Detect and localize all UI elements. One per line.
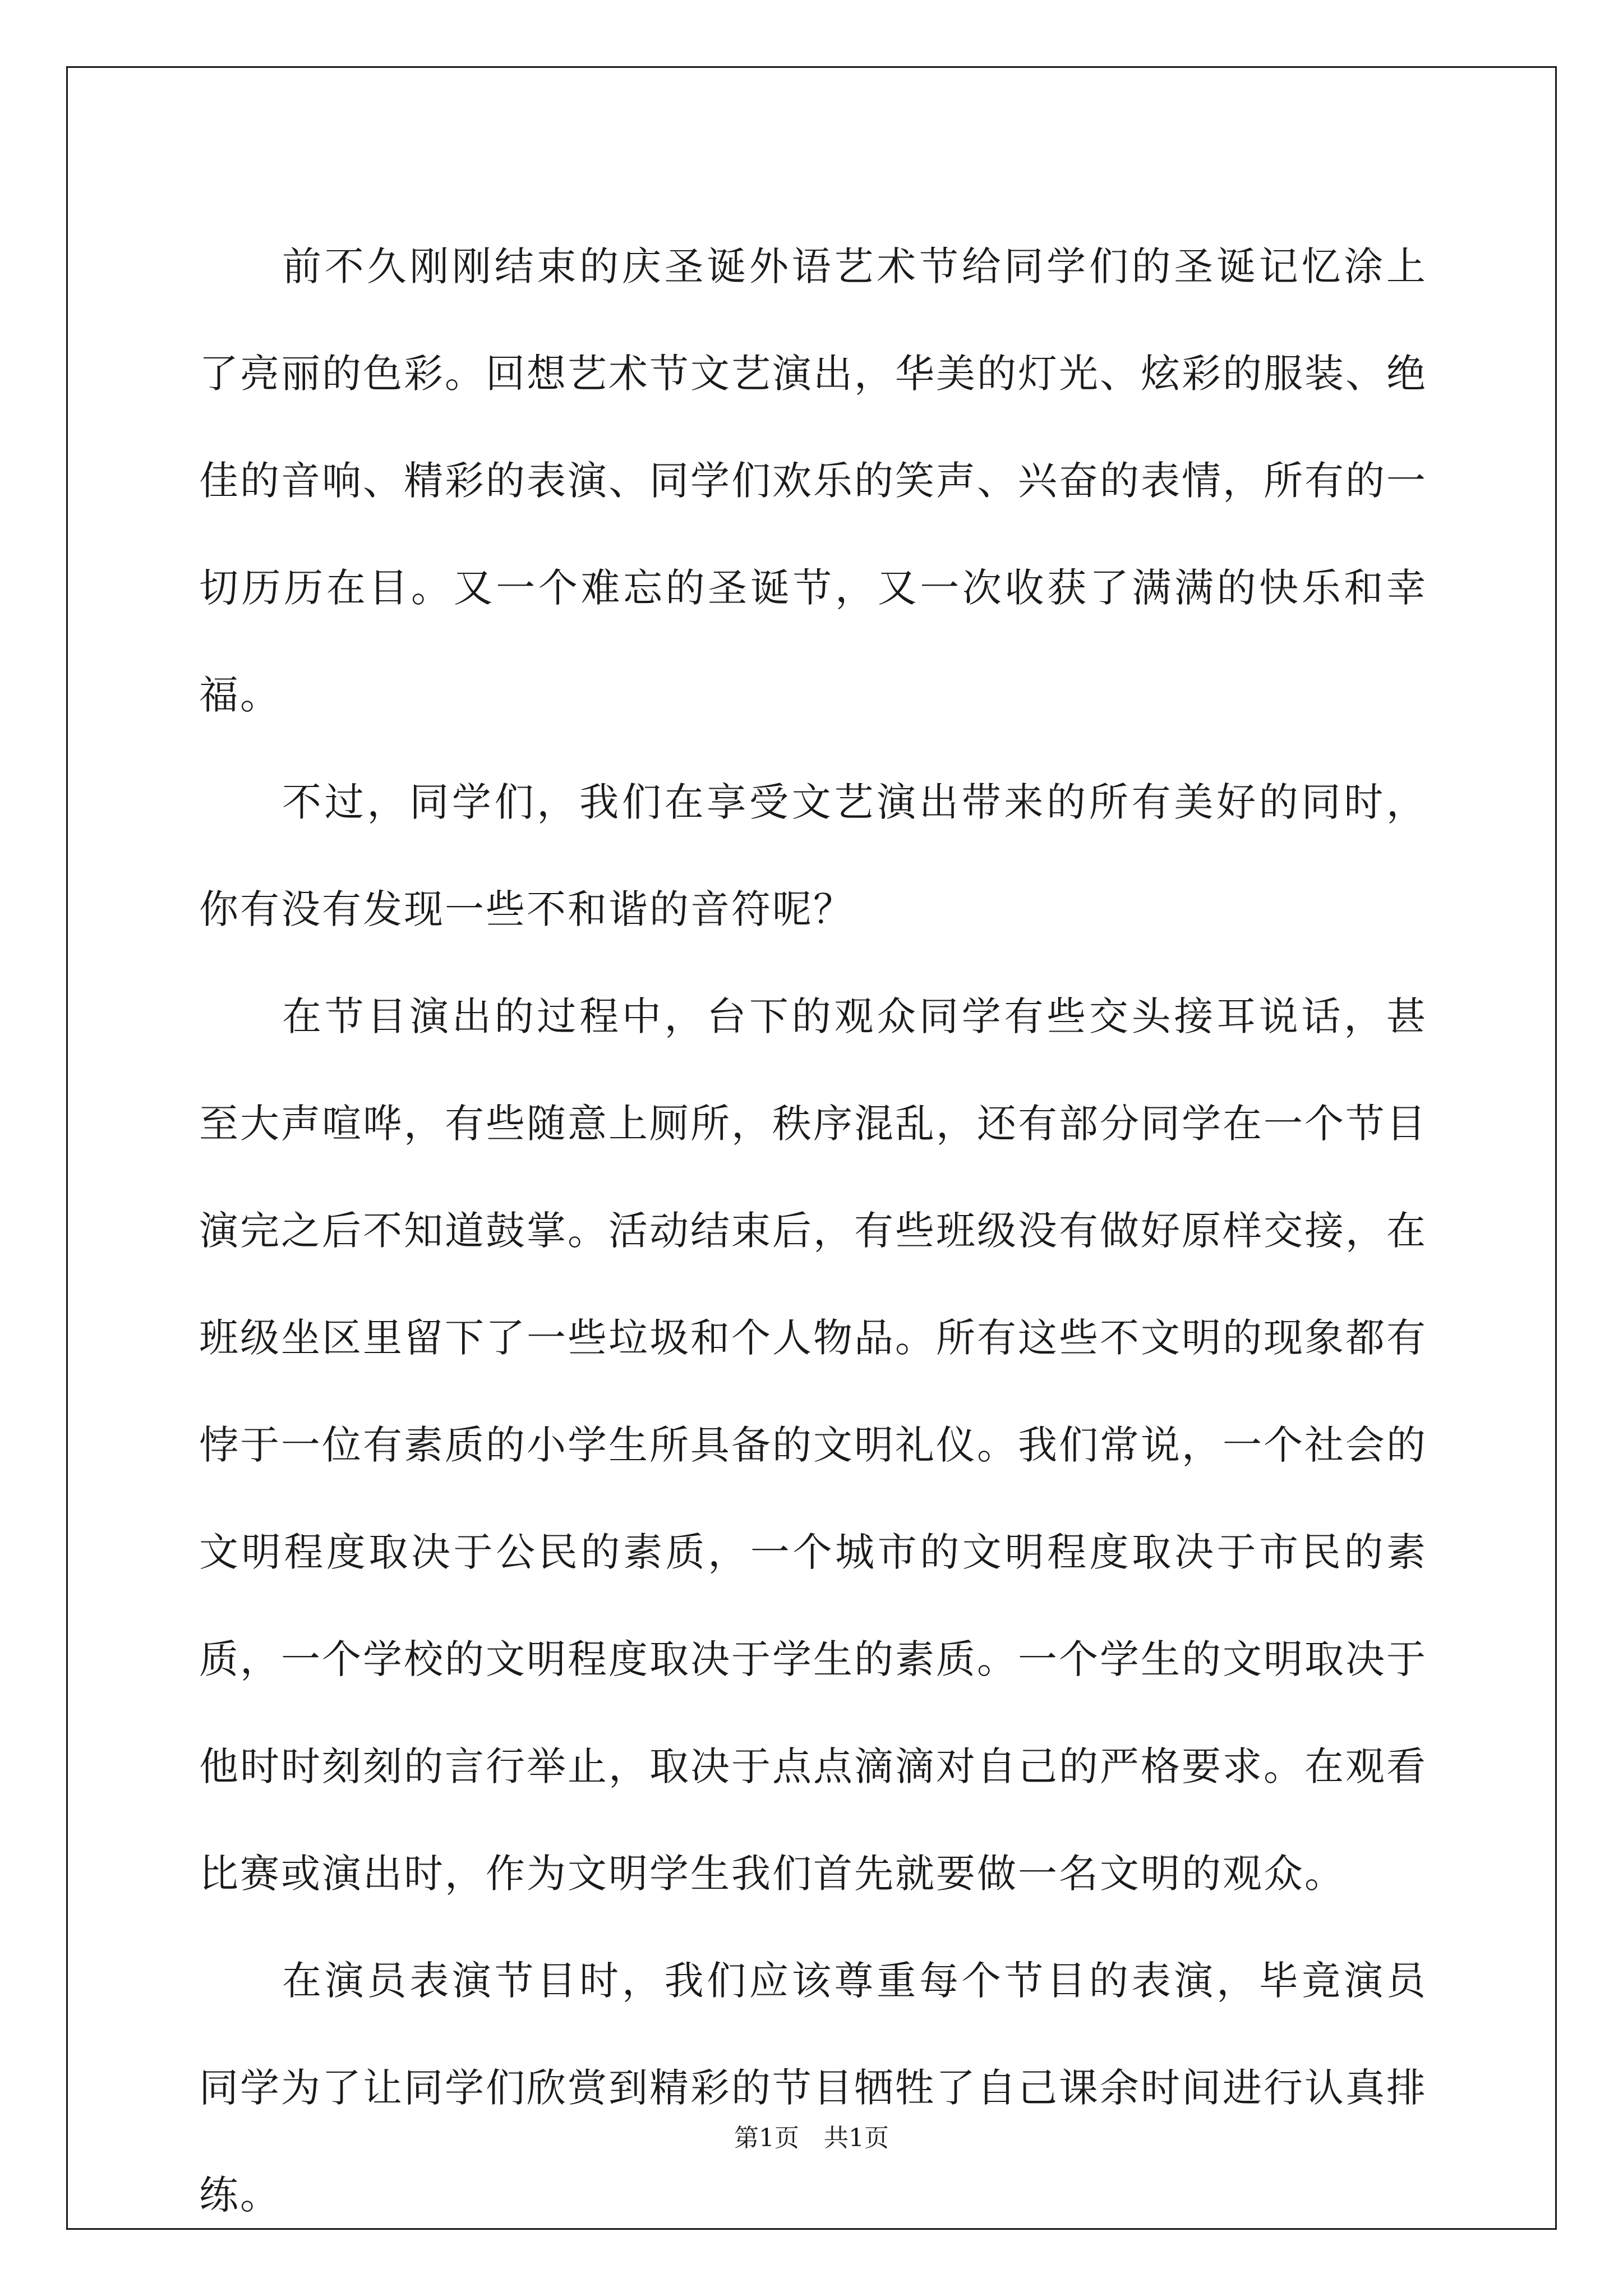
- page-total: 共1页: [824, 2124, 889, 2152]
- page-footer: [0, 2118, 1623, 2154]
- page-number: 第1页: [734, 2124, 799, 2152]
- document-body: [199, 213, 1427, 2249]
- paragraph-4: 在演员表演节目时，我们应该尊重每个节目的表演，毕竟演员同学为了让同学们欣赏到精彩的节目牺牲了自己课余时间进行认真排练。: [199, 1958, 1427, 2218]
- paragraph-3: 在节目演出的过程中，台下的观众同学有些交头接耳说话，甚至大声喧哗，有些随意上厕所，秩序混乱，还有部分同学在一个节目演完之后不知道鼓掌。活动结束后，有些班级没有做好原样交接，在班级坐区里留下了一些垃圾和个人物品。所有这些不文明的现象都有悖于一位有素质的小学生所具备的文明礼仪。我们常说，一个社会的文明程度取决于公民的素质，一个城市的文明程度取决于市民的素质，一个学校的文明程度取决于学生的素质。一个学生的文明取决于他时时刻刻的言行举止，取决于点点滴滴对自己的严格要求。在观看比赛或演出时，作为文明学生我们首先就要做一名文明的观众。: [199, 993, 1427, 1897]
- paragraph-2: 不过，同学们，我们在享受文艺演出带来的所有美好的同时，你有没有发现一些不和谐的音符呢？: [199, 779, 1427, 932]
- paragraph-1: 前不久刚刚结束的庆圣诞外语艺术节给同学们的圣诞记忆涂上了亮丽的色彩。回想艺术节文艺演出，华美的灯光、炫彩的服装、绝佳的音响、精彩的表演、同学们欢乐的笑声、兴奋的表情，所有的一切历历在目。又一个难忘的圣诞节，又一次收获了满满的快乐和幸福。: [199, 243, 1427, 718]
